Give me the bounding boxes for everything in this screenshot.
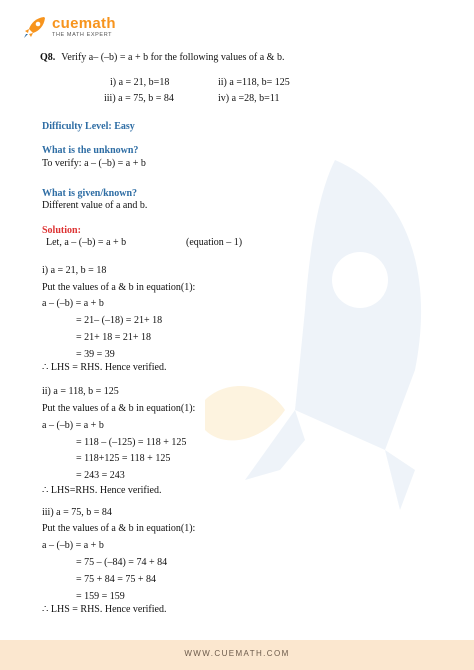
part-2-result: ∴ LHS=RHS. Hence verified. bbox=[42, 485, 162, 496]
part-3-step-2: = 75 – (–84) = 74 + 84 bbox=[76, 557, 168, 568]
brand-tagline: THE MATH EXPERT bbox=[52, 31, 113, 38]
footer-bar bbox=[0, 640, 474, 670]
part-1-result: ∴ LHS = RHS. Hence verified. bbox=[42, 362, 167, 373]
let-statement: Let, a – (–b) = a + b bbox=[46, 237, 127, 248]
given-text: Different value of a and b. bbox=[42, 200, 148, 211]
part-2-step-2: = 118 – (–125) = 118 + 125 bbox=[76, 437, 187, 448]
rocket-watermark bbox=[185, 150, 445, 530]
part-1-step-3: = 21+ 18 = 21+ 18 bbox=[76, 332, 152, 343]
part-2-put: Put the values of a & b in equation(1): bbox=[42, 403, 196, 414]
equation-label: (equation – 1) bbox=[186, 237, 243, 248]
part-2-step-1: a – (–b) = a + b bbox=[42, 420, 104, 431]
unknown-text: To verify: a – (–b) = a + b bbox=[42, 158, 146, 169]
part-1-put: Put the values of a & b in equation(1): bbox=[42, 282, 196, 293]
part-3-step-1: a – (–b) = a + b bbox=[42, 540, 104, 551]
part-3-result: ∴ LHS = RHS. Hence verified. bbox=[42, 604, 167, 615]
footer-url[interactable]: WWW.CUEMATH.COM bbox=[184, 649, 290, 658]
part-1-step-1: a – (–b) = a + b bbox=[42, 298, 104, 309]
part-1-values: i) a = 21, b = 18 bbox=[42, 265, 107, 276]
option-2: ii) a =118, b= 125 bbox=[218, 77, 290, 88]
part-2-step-4: = 243 = 243 bbox=[76, 470, 125, 481]
cuemath-logo bbox=[22, 14, 116, 40]
part-1-step-4: = 39 = 39 bbox=[76, 349, 115, 360]
given-heading: What is given/known? bbox=[42, 188, 138, 199]
part-3-step-3: = 75 + 84 = 75 + 84 bbox=[76, 574, 157, 585]
option-4: iv) a =28, b=11 bbox=[218, 93, 280, 104]
part-3-put: Put the values of a & b in equation(1): bbox=[42, 523, 196, 534]
part-1-step-2: = 21– (–18) = 21+ 18 bbox=[76, 315, 163, 326]
part-2-step-3: = 118+125 = 118 + 125 bbox=[76, 453, 171, 464]
question-number: Q8. bbox=[40, 52, 56, 63]
question-line bbox=[40, 52, 284, 63]
difficulty-level: Difficulty Level: Easy bbox=[42, 121, 135, 132]
part-2-values: ii) a = 118, b = 125 bbox=[42, 386, 119, 397]
brand-name: cuemath bbox=[52, 14, 116, 32]
rocket-logo-icon bbox=[22, 14, 48, 40]
part-3-step-4: = 159 = 159 bbox=[76, 591, 125, 602]
part-3-values: iii) a = 75, b = 84 bbox=[42, 507, 112, 518]
option-3: iii) a = 75, b = 84 bbox=[104, 93, 174, 104]
unknown-heading: What is the unknown? bbox=[42, 145, 139, 156]
solution-heading: Solution: bbox=[42, 225, 81, 236]
question-text: Verify a– (–b) = a + b for the following values of a & b. bbox=[61, 52, 285, 63]
option-1: i) a = 21, b=18 bbox=[110, 77, 170, 88]
